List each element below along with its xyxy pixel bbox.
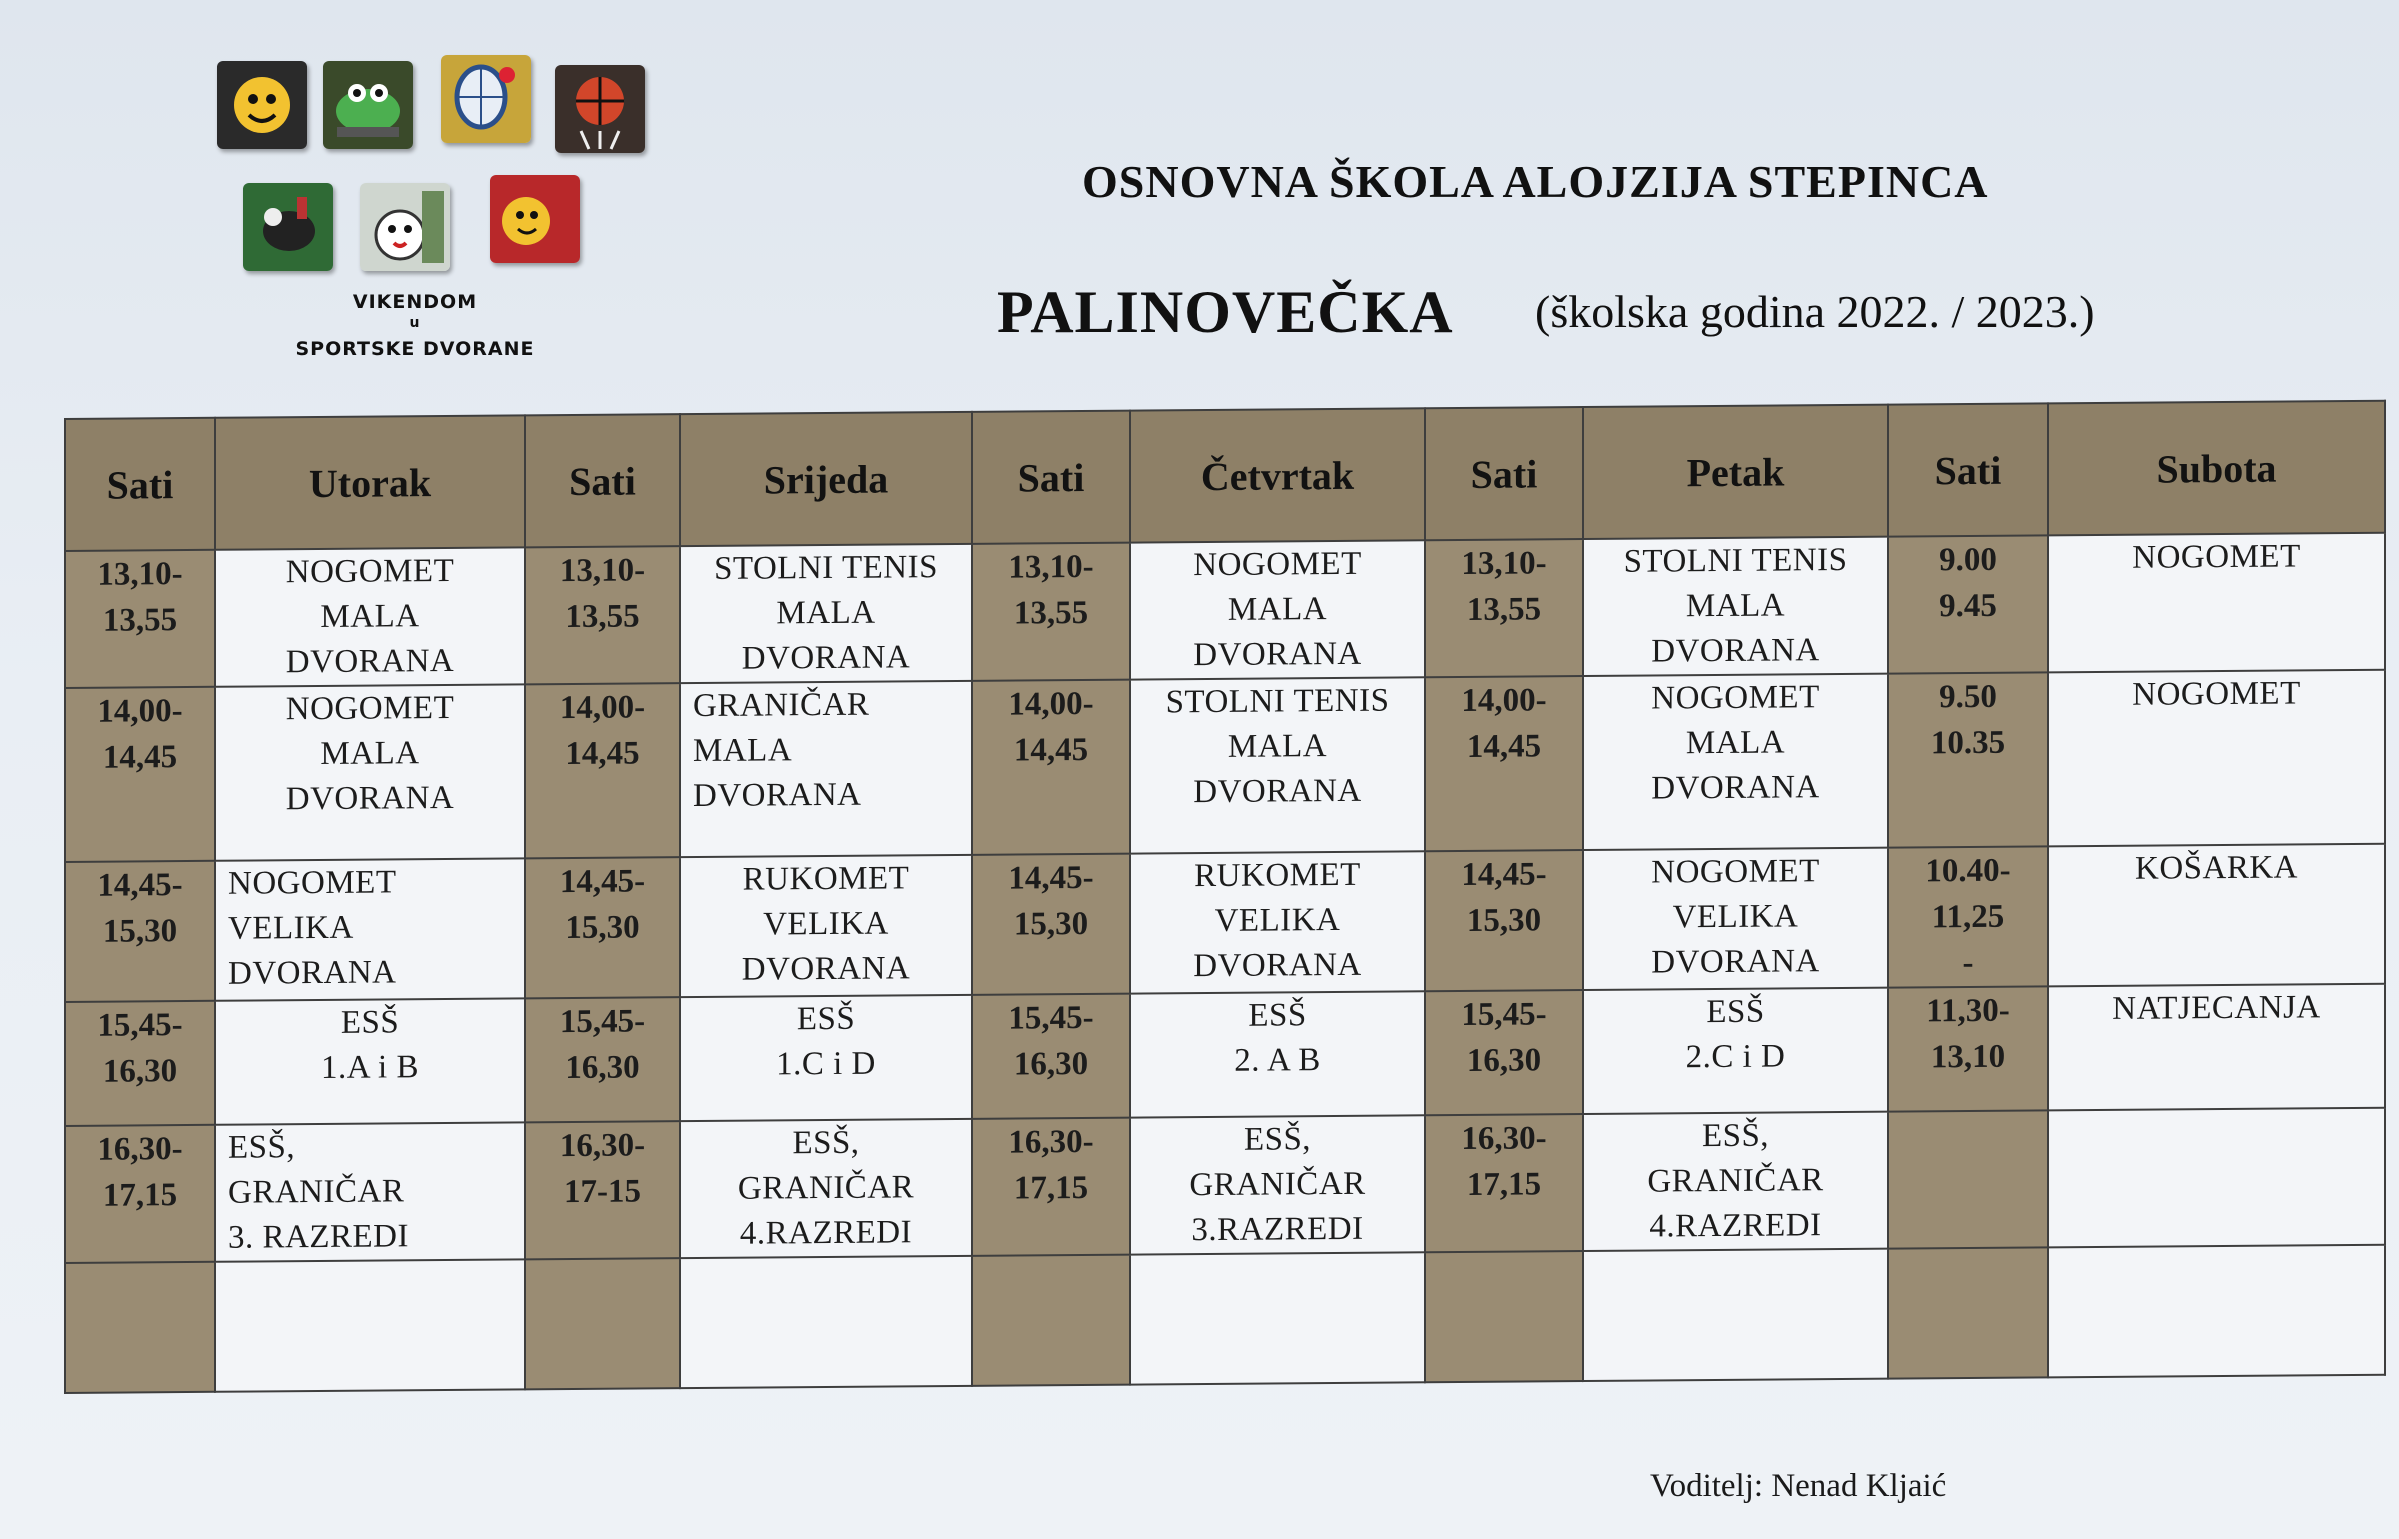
activity-cell: NATJECANJA: [2048, 984, 2385, 1111]
time-cell: 15,45- 16,30: [525, 997, 680, 1122]
time-cell: 14,00- 14,45: [525, 683, 680, 858]
time-cell: 13,10- 13,55: [972, 543, 1130, 681]
activity-cell: NOGOMET MALA DVORANA: [1130, 540, 1425, 679]
activity-cell: RUKOMET VELIKA DVORANA: [680, 855, 972, 997]
leader-signature: Voditelj: Nenad Kljaić: [1650, 1468, 1947, 1504]
handball-face-icon: [490, 175, 580, 263]
time-cell: 15,45- 16,30: [972, 994, 1130, 1119]
activity-cell: NOGOMET VELIKA DVORANA: [1583, 848, 1888, 990]
time-cell: 13,10- 13,55: [525, 546, 680, 684]
activity-cell: [680, 1256, 972, 1388]
activity-cell: NOGOMET: [2048, 670, 2385, 847]
time-cell: 14,00- 14,45: [972, 680, 1130, 855]
activity-cell: ESŠ, GRANIČAR 4.RAZREDI: [1583, 1112, 1888, 1251]
column-header: Srijeda: [680, 412, 972, 546]
schedule-table: [64, 400, 2386, 1394]
time-cell: 16,30- 17-15: [525, 1121, 680, 1259]
activity-cell: GRANIČAR MALA DVORANA: [680, 681, 972, 857]
activity-cell: ESŠ, GRANIČAR 3. RAZREDI: [215, 1122, 525, 1261]
schedule-body: [65, 533, 2385, 1393]
activity-cell: NOGOMET VELIKA DVORANA: [215, 858, 525, 1000]
table-header-row: [65, 401, 2385, 551]
column-header: Sati: [65, 418, 215, 551]
time-cell: [1888, 1247, 2048, 1378]
time-cell: 13,10- 13,55: [65, 550, 215, 688]
activity-cell: [1583, 1249, 1888, 1381]
time-cell: 14,00- 14,45: [1425, 676, 1583, 851]
activity-cell: ESŠ, GRANIČAR 4.RAZREDI: [680, 1119, 972, 1258]
time-cell: [65, 1262, 215, 1393]
time-cell: 14,45- 15,30: [1425, 850, 1583, 991]
activity-cell: NOGOMET MALA DVORANA: [215, 547, 525, 686]
school-name: OSNOVNA ŠKOLA ALOJZIJA STEPINCA: [1082, 156, 1989, 207]
activity-cell: NOGOMET: [2048, 533, 2385, 673]
time-cell: 11,30- 13,10: [1888, 986, 2048, 1111]
activity-cell: STOLNI TENIS MALA DVORANA: [1130, 677, 1425, 853]
frog-car-icon: [323, 61, 413, 149]
time-cell: [972, 1255, 1130, 1386]
time-cell: 14,00- 14,45: [65, 687, 215, 862]
time-cell: 16,30- 17,15: [972, 1118, 1130, 1256]
table-row: [65, 1245, 2385, 1393]
activity-cell: KOŠARKA: [2048, 844, 2385, 987]
time-cell: 16,30- 17,15: [1425, 1114, 1583, 1252]
logo-caption-line3: SPORTSKE DVORANE: [295, 338, 535, 360]
column-header: Subota: [2048, 401, 2385, 536]
basketball-icon: [555, 65, 645, 153]
time-cell: 13,10- 13,55: [1425, 539, 1583, 677]
time-cell: 14,45- 15,30: [525, 857, 680, 998]
gymnastics-icon: [360, 183, 450, 271]
time-cell: 10.40- 11,25 -: [1888, 846, 2048, 987]
column-header: Četvrtak: [1130, 408, 1425, 542]
activity-cell: ESŠ 1.A i B: [215, 998, 525, 1124]
column-header: Sati: [1425, 407, 1583, 540]
activity-cell: STOLNI TENIS MALA DVORANA: [1583, 537, 1888, 676]
tennis-racket-icon: [441, 55, 531, 143]
time-cell: 14,45- 15,30: [972, 854, 1130, 995]
column-header: Petak: [1583, 405, 1888, 539]
sports-logo: [205, 55, 655, 375]
activity-cell: RUKOMET VELIKA DVORANA: [1130, 851, 1425, 993]
place-name: PALINOVEČKA: [997, 279, 1454, 345]
activity-cell: [215, 1259, 525, 1391]
time-cell: [525, 1258, 680, 1389]
column-header: Sati: [1888, 403, 2048, 536]
table-row: [65, 984, 2385, 1126]
time-cell: [1425, 1251, 1583, 1382]
logo-caption-line1: VIKENDOM: [352, 291, 478, 313]
activity-cell: ESŠ, GRANIČAR 3.RAZREDI: [1130, 1115, 1425, 1254]
table-row: [65, 844, 2385, 1002]
activity-cell: [2048, 1245, 2385, 1378]
column-header: Sati: [525, 414, 680, 547]
table-row: [65, 533, 2385, 688]
time-cell: 9.00 9.45: [1888, 535, 2048, 673]
football-face-icon: [217, 61, 307, 149]
table-row: [65, 670, 2385, 862]
activity-cell: ESŠ 2. A B: [1130, 991, 1425, 1117]
time-cell: [1888, 1110, 2048, 1248]
activity-cell: NOGOMET MALA DVORANA: [215, 684, 525, 860]
time-cell: 15,45- 16,30: [1425, 990, 1583, 1115]
table-row: [65, 1108, 2385, 1263]
activity-cell: ESŠ 1.C i D: [680, 995, 972, 1121]
time-cell: 16,30- 17,15: [65, 1125, 215, 1263]
activity-cell: NOGOMET MALA DVORANA: [1583, 674, 1888, 850]
activity-cell: [2048, 1108, 2385, 1248]
column-header: Sati: [972, 411, 1130, 544]
activity-cell: ESŠ 2.C i D: [1583, 988, 1888, 1114]
activity-cell: STOLNI TENIS MALA DVORANA: [680, 544, 972, 683]
activity-cell: [1130, 1252, 1425, 1384]
time-cell: 15,45- 16,30: [65, 1001, 215, 1126]
school-year: (školska godina 2022. / 2023.): [1535, 286, 2095, 337]
time-cell: 9.50 10.35: [1888, 672, 2048, 847]
logo-caption-line2: u: [409, 315, 421, 331]
column-header: Utorak: [215, 415, 525, 549]
table-tennis-icon: [243, 183, 333, 271]
time-cell: 14,45- 15,30: [65, 861, 215, 1002]
